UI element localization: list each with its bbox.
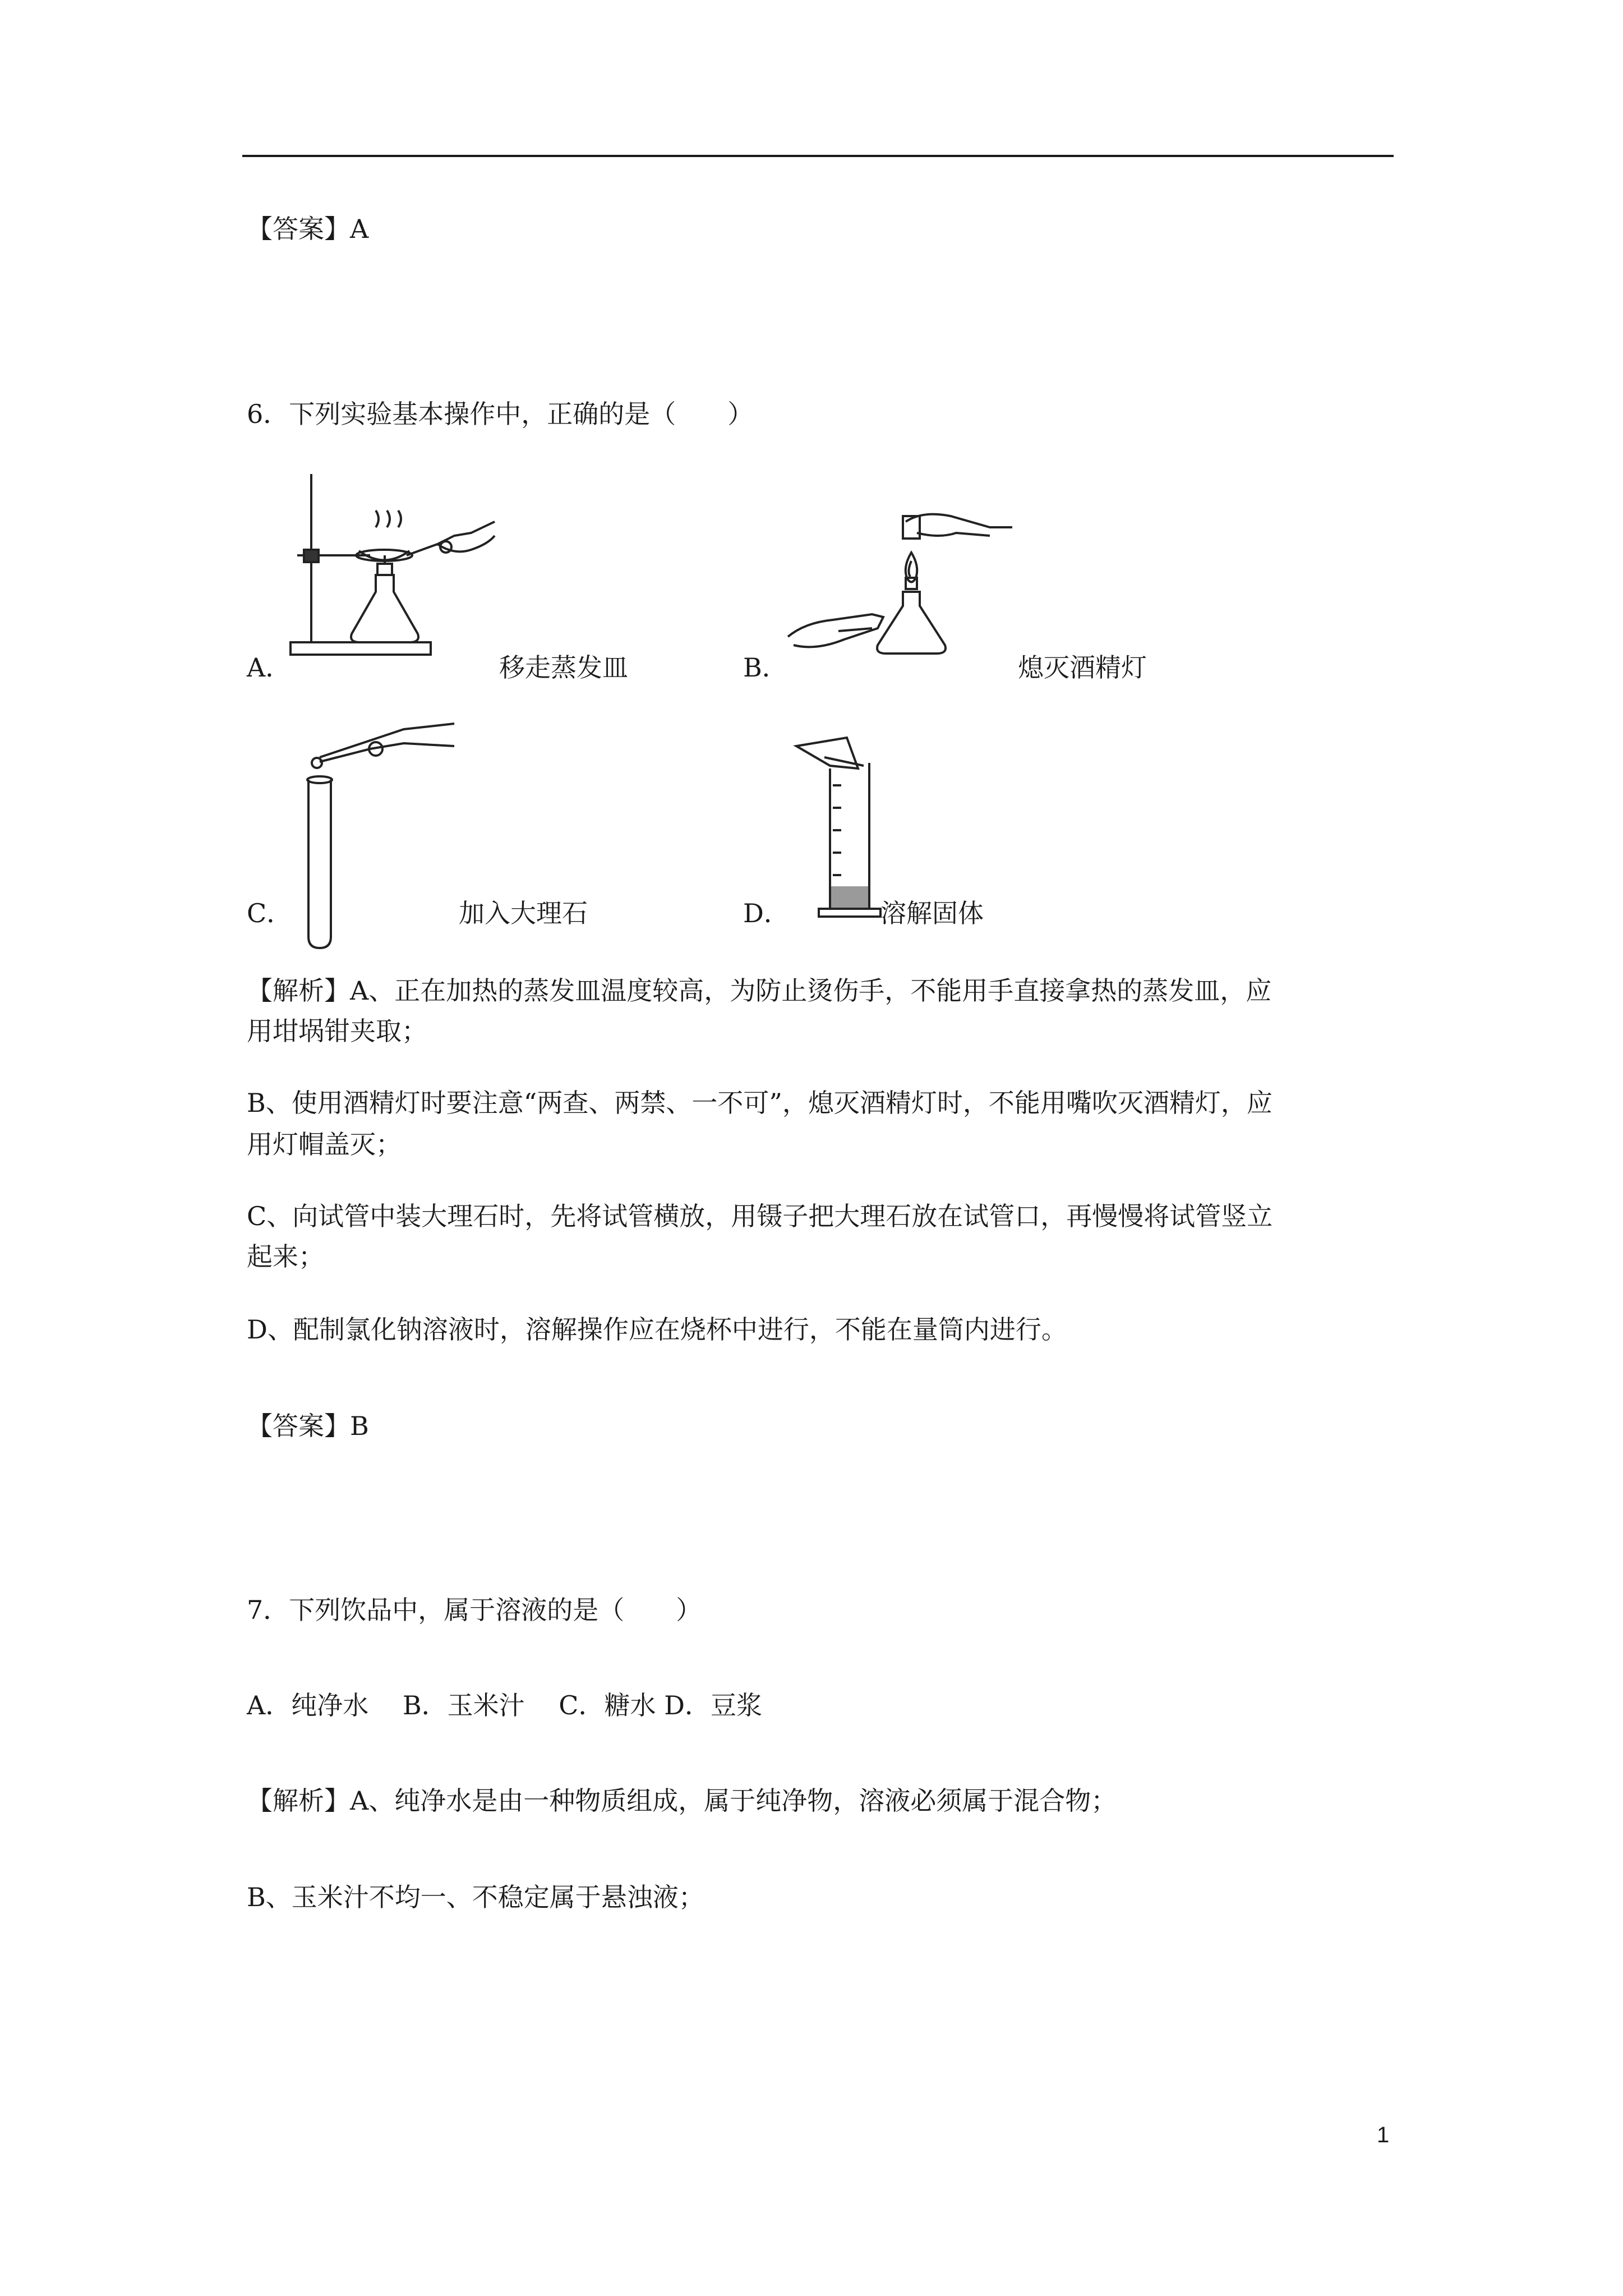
option-a-caption: 移走蒸发皿: [499, 652, 628, 683]
option-c-caption: 加入大理石: [459, 898, 588, 928]
q7-analysis-line-2: B、玉米汁不均一、不稳定属于悬浊液；: [247, 1882, 704, 1912]
q6-analysis-line-7: D、配制氯化钠溶液时，溶解操作应在烧杯中进行，不能在量筒内进行。: [247, 1314, 1067, 1345]
q6-analysis-line-6: 起来；: [247, 1241, 324, 1272]
option-c-letter: C．: [247, 898, 293, 928]
header-rule: [242, 155, 1394, 157]
option-d-caption: 溶解固体: [880, 898, 984, 928]
previous-answer: 【答案】A: [247, 214, 369, 244]
q6-answer: 【答案】B: [247, 1411, 369, 1441]
option-d-graduated-cylinder-illustration: [791, 735, 892, 926]
q6-analysis-line-1: 【解析】A、正在加热的蒸发皿温度较高，为防止烫伤手，不能用手直接拿热的蒸发皿，应: [247, 976, 1272, 1006]
q7-analysis-line-1: 【解析】A、纯净水是由一种物质组成，属于纯净物，溶液必须属于混合物；: [247, 1786, 1117, 1816]
q6-stem: 6．下列实验基本操作中，正确的是（ ）: [247, 399, 754, 429]
page-number: 1: [1377, 2123, 1390, 2147]
q6-analysis-line-3: B、使用酒精灯时要注意“两查、两禁、一不可”，熄灭酒精灯时，不能用嘴吹灭酒精灯，应: [247, 1088, 1272, 1118]
option-d-letter: D．: [743, 898, 790, 928]
option-a-evaporating-dish-illustration: [286, 471, 505, 662]
option-a-letter: A．: [247, 652, 292, 683]
option-b-caption: 熄灭酒精灯: [1018, 652, 1147, 683]
option-b-letter: B．: [743, 652, 788, 683]
q7-options: A．纯净水 B．玉米汁 C．糖水 D．豆浆: [247, 1690, 762, 1720]
q6-analysis-line-5: C、向试管中装大理石时，先将试管横放，用镊子把大理石放在试管口，再慢慢将试管竖立: [247, 1201, 1273, 1231]
q6-analysis-line-2: 用坩埚钳夹取；: [247, 1016, 427, 1046]
option-b-alcohol-lamp-illustration: [782, 494, 1018, 684]
option-c-test-tube-illustration: [286, 718, 465, 954]
q6-analysis-line-4: 用灯帽盖灭；: [247, 1129, 402, 1159]
q7-stem: 7．下列饮品中，属于溶液的是（ ）: [247, 1595, 702, 1625]
